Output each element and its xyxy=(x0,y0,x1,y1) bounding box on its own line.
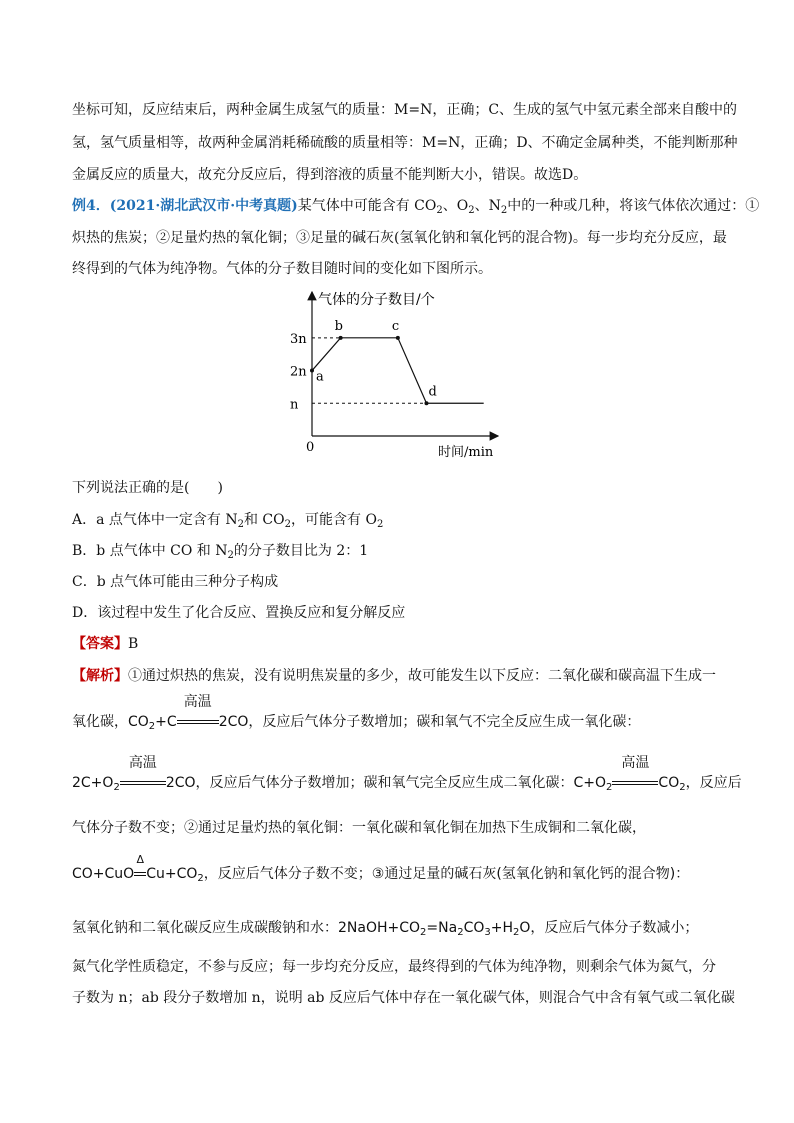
x-axis-label: 时间/min xyxy=(438,445,494,460)
equation-1: 2CO xyxy=(218,714,249,730)
sub: 3 xyxy=(484,927,491,938)
answer-value: B xyxy=(128,636,139,652)
sub: 2 xyxy=(148,721,156,732)
analysis-line5 xyxy=(72,853,734,884)
analysis-tag: 【解析】 xyxy=(72,668,128,684)
para1-line1: 坐标可知，反应结束后，两种金属生成氢气的质量：M=N，正确；C、生成的氢气中氢元素全部来自酸中的 xyxy=(72,102,738,118)
example-label: 例4． xyxy=(72,198,110,214)
condition-text: 高温 xyxy=(621,755,650,771)
analysis-text: ，反应后气体分子数不变；③通过足量的碱石灰(氢氧化钠和氧化钙的混合物)： xyxy=(203,866,690,882)
equation-3-condition xyxy=(612,755,658,793)
sub: 2 xyxy=(457,927,464,938)
sub: 2 xyxy=(420,927,427,938)
y-tick-label: n xyxy=(290,397,299,413)
sub: 2 xyxy=(237,519,244,530)
point-label-a: a xyxy=(316,369,324,385)
sub: 2 xyxy=(284,519,291,530)
analysis-line3 xyxy=(72,755,742,793)
y-tick-label: 3n xyxy=(290,331,307,347)
equation-1: CO xyxy=(128,714,149,730)
condition-text: Δ xyxy=(136,853,144,866)
analysis-text: ，反应后 xyxy=(685,775,742,791)
example-text: 、O xyxy=(442,198,469,214)
equation-4-condition xyxy=(134,853,146,884)
equation-2: 2CO xyxy=(165,775,196,791)
analysis-line4: 气体分子数不变；②通过足量灼热的氧化铜：一氧化碳和氧化铜在加热下生成铜和二氧化碳， xyxy=(72,820,646,836)
option-b-text: B．b 点气体中 CO 和 N xyxy=(72,543,228,559)
equation-2-condition xyxy=(120,755,166,793)
analysis-line1 xyxy=(72,666,734,686)
option-c: C．b 点气体可能由三种分子构成 xyxy=(72,574,279,590)
analysis-line6 xyxy=(72,918,734,938)
analysis-line2 xyxy=(72,694,734,732)
sub: 2 xyxy=(500,205,508,216)
analysis-text: ，反应后气体分子数增加；碳和氧气完全反应生成二氧化碳： xyxy=(195,775,574,791)
equation-5: CO xyxy=(463,920,485,936)
point-a xyxy=(310,369,314,373)
equation-4: Cu+CO xyxy=(146,866,198,882)
condition-text: 高温 xyxy=(183,694,212,710)
sub: 2 xyxy=(227,550,234,561)
equation-3: C+O xyxy=(573,775,607,791)
para1-line2: 氢，氢气质量相等，故两种金属消耗稀硫酸的质量相等：M=N，正确；D、不确定金属种类，不能判断那种 xyxy=(72,135,738,151)
sub: 2 xyxy=(376,519,384,530)
para1-line3: 金属反应的质量大，故充分反应后，得到溶液的质量不能判断大小，错误。故选D。 xyxy=(72,167,588,183)
equation-5: +H xyxy=(490,920,514,936)
point-d xyxy=(424,401,428,405)
equation-3: CO xyxy=(658,775,680,791)
sub: 2 xyxy=(436,205,443,216)
origin-label: 0 xyxy=(306,440,315,455)
equation-2: 2C+O xyxy=(72,775,114,791)
equation-5: =Na xyxy=(426,920,458,936)
question-text: 下列说法正确的是( ) xyxy=(72,480,223,496)
option-a-text: ，可能含有 O xyxy=(291,512,377,528)
equation-5: O xyxy=(519,920,531,936)
series-line xyxy=(312,338,484,403)
analysis-line7: 氮气化学性质稳定，不参与反应；每一步均充分反应，最终得到的气体为纯净物，则剩余气体为氮气，分 xyxy=(72,959,716,975)
option-a-text: A．a 点气体中一定含有 N xyxy=(72,512,238,528)
analysis-text: ，反应后气体分子数减小； xyxy=(530,920,699,936)
example-text: 、N xyxy=(474,198,501,214)
sub: 2 xyxy=(513,927,520,938)
analysis-line8: 子数为 n；ab 段分子数增加 n，说明 ab 反应后气体中存在一氧化碳气体，则混合气中含有氧气或二氧化碳 xyxy=(72,990,735,1006)
example-text: 某气体中可能含有 CO xyxy=(297,198,437,214)
point-b xyxy=(339,336,343,340)
option-a-text: 和 CO xyxy=(243,512,285,528)
sub: 2 xyxy=(606,782,613,793)
option-b-text: 的分子数目比为 2：1 xyxy=(233,543,369,559)
answer-line xyxy=(72,634,734,654)
analysis-text: ，反应后气体分子数增加；碳和氧气不完全反应生成一氧化碳： xyxy=(248,714,641,730)
analysis-text: 氧化碳， xyxy=(72,714,128,730)
example-line2: 炽热的焦炭；②足量灼热的氧化铜；③足量的碱石灰(氢氧化钠和氧化钙的混合物)。每一步均充分反应，最 xyxy=(72,230,727,246)
option-d: D．该过程中发生了化合反应、置换反应和复分解反应 xyxy=(72,605,406,621)
equation-1: +C xyxy=(155,714,177,730)
example-source: (2021·湖北武汉市·中考真题) xyxy=(109,198,298,214)
equation-5: 2NaOH+CO xyxy=(338,920,421,936)
analysis-text: 氢氧化钠和二氧化碳反应生成碳酸钠和水： xyxy=(72,920,338,936)
option-b xyxy=(72,541,734,561)
point-label-d: d xyxy=(428,384,437,400)
example-line1 xyxy=(72,196,760,216)
sub: 2 xyxy=(679,782,686,793)
option-a xyxy=(72,510,734,530)
example-line3: 终得到的气体为纯净物。气体的分子数目随时间的变化如下图所示。 xyxy=(72,261,492,277)
sub: 2 xyxy=(468,205,475,216)
sub: 2 xyxy=(197,873,204,884)
analysis-text: ①通过炽热的焦炭，没有说明焦炭量的多少，故可能发生以下反应：二氧化碳和碳高温下生成一 xyxy=(128,668,716,684)
condition-text: 高温 xyxy=(128,755,157,771)
point-label-c: c xyxy=(391,318,400,334)
y-axis-label: 气体的分子数目/个 xyxy=(318,292,435,308)
equation-1-condition xyxy=(177,694,219,732)
point-c xyxy=(396,336,400,340)
answer-tag: 【答案】 xyxy=(72,636,128,652)
y-tick-label: 2n xyxy=(290,364,307,380)
equation-4: CO+CuO xyxy=(72,866,135,882)
point-label-b: b xyxy=(334,318,343,334)
molecule-count-chart xyxy=(280,284,510,464)
example-text: 中的一种或几种，将该气体依次通过：① xyxy=(507,198,760,214)
sub: 2 xyxy=(113,782,120,793)
